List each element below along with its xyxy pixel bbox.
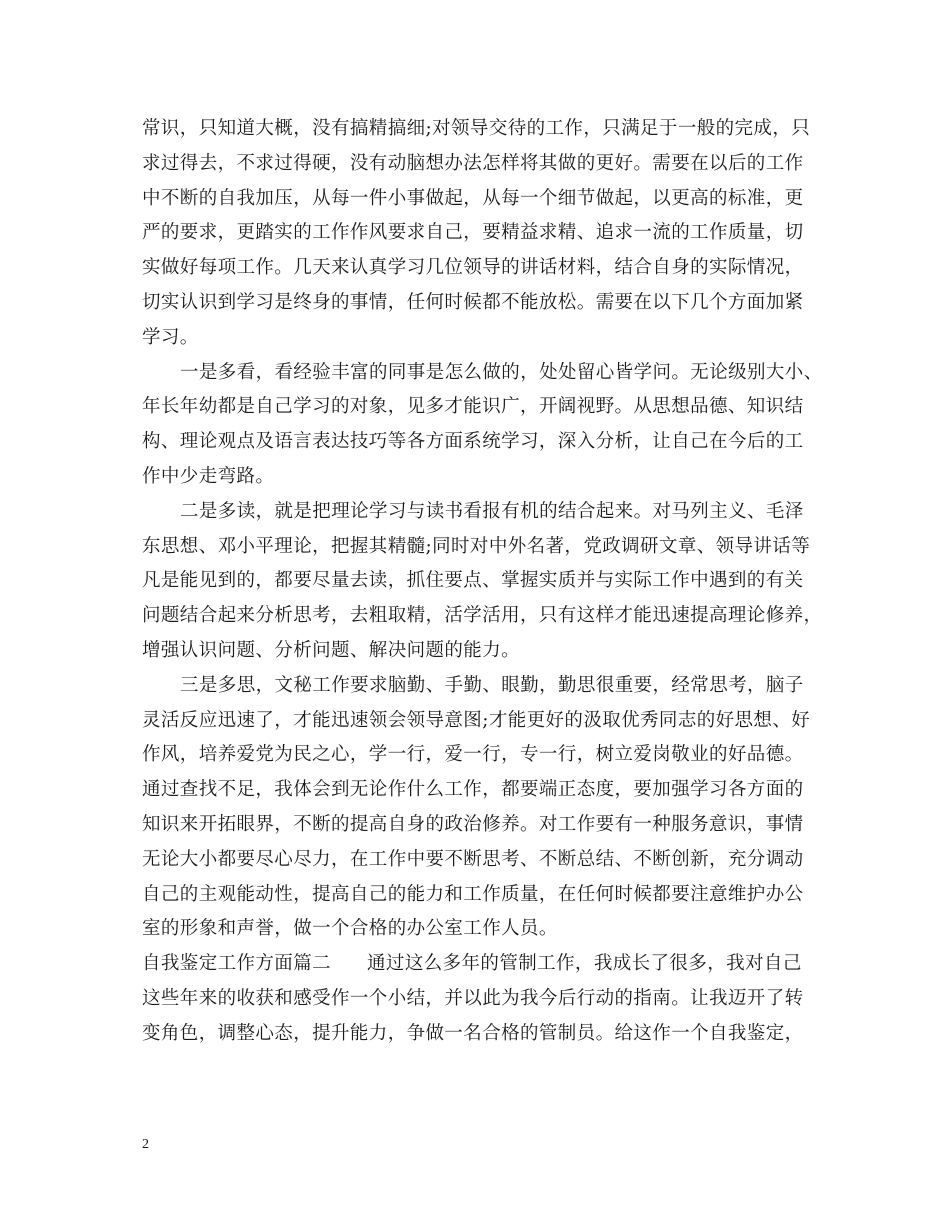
text-line: 作中少走弯路。 — [142, 465, 275, 487]
text-line: 室的形象和声誉，做一个合格的办公室工作人员。 — [142, 918, 558, 940]
section-title: 自我鉴定工作方面篇二 — [142, 953, 332, 975]
text-line: 灵活反应迅速了，才能迅速领会领导意图;才能更好的汲取优秀同志的好思想、好 — [142, 709, 811, 731]
text-line: 构、理论观点及语言表达技巧等各方面系统学习，深入分析，让自己在今后的工 — [142, 431, 804, 453]
text-line: 无论大小都要尽心尽力，在工作中要不断思考、不断总结、不断创新，充分调动 — [142, 848, 804, 870]
text-line: 问题结合起来分析思考，去粗取精，活学活用，只有这样才能迅速提高理论修养， — [142, 605, 823, 627]
text-line: 年长年幼都是自己学习的对象，见多才能识广，开阔视野。从思想品德、知识结 — [142, 396, 804, 418]
text-line: 切实认识到学习是终身的事情，任何时候都不能放松。需要在以下几个方面加紧 — [142, 291, 804, 313]
page-number: 2 — [142, 1137, 149, 1152]
section-first-line: 通过这么多年的管制工作，我成长了很多，我对自己 — [367, 953, 802, 975]
text-line: 中不断的自我加压，从每一件小事做起，从每一个细节做起，以更高的标准，更 — [142, 187, 804, 209]
paragraph-first-line: 一是多看，看经验丰富的同事是怎么做的，处处留心皆学问。无论级别大小、 — [180, 361, 823, 383]
text-line: 增强认识问题、分析问题、解决问题的能力。 — [142, 639, 521, 661]
text-line: 实做好每项工作。几天来认真学习几位领导的讲话材料，结合自身的实际情况， — [142, 257, 804, 279]
text-line: 这些年来的收获和感受作一个小结，并以此为我今后行动的指南。让我迈开了转 — [142, 987, 804, 1009]
text-line: 常识，只知道大概，没有搞精搞细;对领导交待的工作，只满足于一般的完成，只 — [142, 118, 811, 139]
text-line: 自己的主观能动性，提高自己的能力和工作质量，在任何时候都要注意维护办公 — [142, 883, 804, 905]
section-heading-line — [142, 947, 822, 982]
text-line: 严的要求，更踏实的工作作风要求自己，要精益求精、追求一流的工作质量，切 — [142, 222, 804, 244]
text-line: 作风，培养爱党为民之心，学一行，爱一行，专一行，树立爱岗敬业的好品德。 — [142, 744, 804, 766]
text-line: 知识来开拓眼界，不断的提高自身的政治修养。对工作要有一种服务意识，事情 — [142, 813, 804, 835]
text-line: 学习。 — [142, 326, 199, 348]
text-line: 变角色，调整心态，提升能力，争做一名合格的管制员。给这作一个自我鉴定， — [142, 1022, 804, 1044]
text-line: 求过得去，不求过得硬，没有动脑想办法怎样将其做的更好。需要在以后的工作 — [142, 152, 804, 174]
paragraph-first-line: 二是多读，就是把理论学习与读书看报有机的结合起来。对马列主义、毛泽 — [180, 500, 804, 522]
paragraph-first-line: 三是多思，文秘工作要求脑勤、手勤、眼勤，勤思很重要，经常思考，脑子 — [180, 674, 804, 696]
text-line: 通过查找不足，我体会到无论作什么工作，都要端正态度，要加强学习各方面的 — [142, 779, 804, 801]
text-line: 东思想、邓小平理论，把握其精髓;同时对中外名著，党政调研文章、领导讲话等 — [142, 535, 811, 557]
text-line: 凡是能见到的，都要尽量去读，抓住要点、掌握实质并与实际工作中遇到的有关 — [142, 570, 804, 592]
document-body — [142, 112, 822, 1052]
